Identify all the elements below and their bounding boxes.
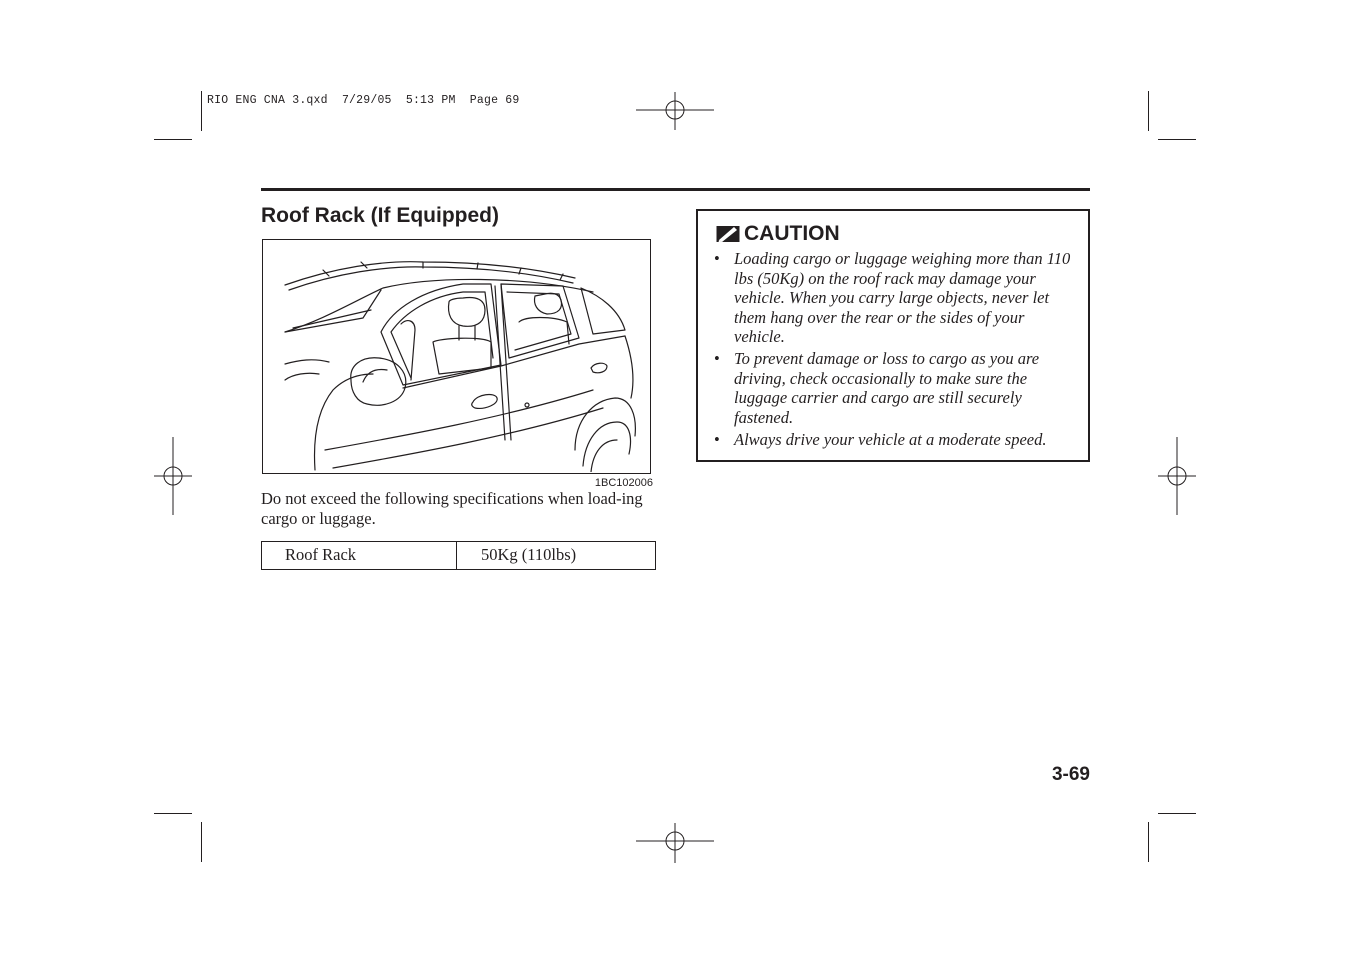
caution-pencil-icon <box>716 224 740 244</box>
caution-item-text: To prevent damage or loss to cargo as you are driving, check occasionally to make sure the luggage carrier and cargo are still securely fastened. <box>734 349 1040 427</box>
caution-list <box>712 249 1072 452</box>
header-rule <box>261 188 1090 191</box>
caution-item-text: Loading cargo or luggage weighing more than 110 lbs (50Kg) on the roof rack may damage your vehicle. When you carry large objects, never let them hang over the rear or the sides of your vehicle. <box>734 249 1071 346</box>
section-title: Roof Rack (If Equipped) <box>261 204 499 227</box>
caution-bullet: • <box>714 349 720 368</box>
page-number: 3-69 <box>1051 764 1090 785</box>
caution-item <box>712 349 1072 427</box>
registration-mark-right <box>1158 437 1196 515</box>
caution-header <box>716 222 840 246</box>
caution-box <box>696 209 1090 462</box>
registration-mark-top <box>636 92 714 130</box>
slug-time: 5:13 PM <box>405 94 456 107</box>
slug-filename: RIO ENG CNA 3.qxd <box>207 94 328 107</box>
body-paragraph: Do not exceed the following specifications when load-ing cargo or luggage. <box>261 489 643 528</box>
spec-table-item-cell: Roof Rack <box>262 542 457 569</box>
spec-table <box>261 541 656 570</box>
car-roof-rack-illustration <box>263 240 649 472</box>
print-slug <box>207 94 520 107</box>
figure-frame <box>262 239 651 474</box>
caution-item <box>712 249 1072 347</box>
caution-bullet: • <box>714 429 720 449</box>
registration-mark-left <box>154 437 192 515</box>
slug-date: 7/29/05 <box>341 94 392 107</box>
figure-code: 1BC102006 <box>594 477 653 489</box>
caution-title: CAUTION <box>744 222 840 245</box>
slug-page: Page 69 <box>469 94 520 107</box>
spec-table-value-cell: 50Kg (110lbs) <box>481 545 577 564</box>
caution-item <box>712 430 1072 450</box>
registration-mark-bottom <box>636 823 714 863</box>
caution-bullet: • <box>714 249 720 268</box>
caution-item-text: Always drive your vehicle at a moderate speed. <box>734 429 1047 449</box>
